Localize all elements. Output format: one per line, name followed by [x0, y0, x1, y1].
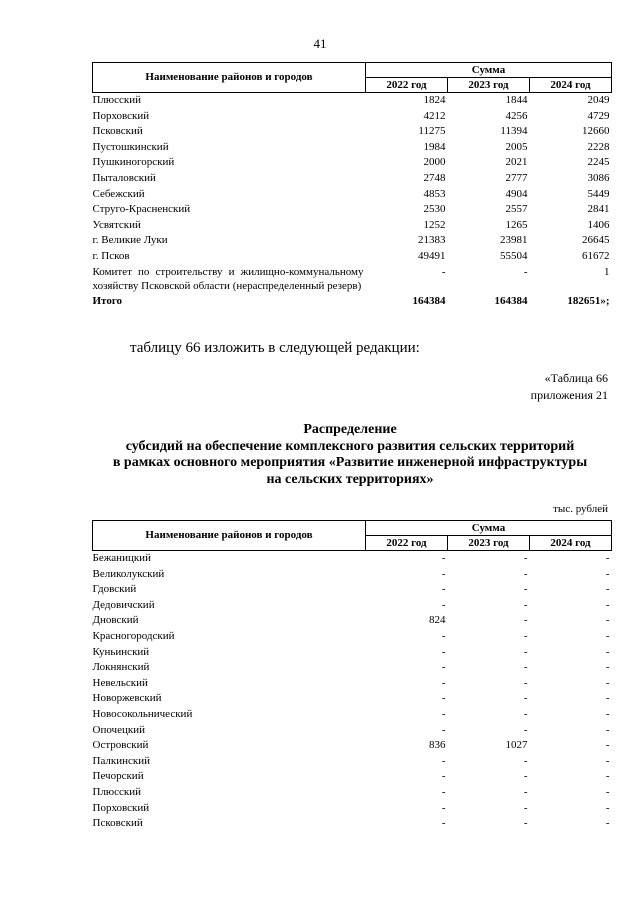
- cell-amount-2022: 11275: [418, 125, 446, 138]
- cell-amount-2024: -: [605, 598, 610, 611]
- cell-amount-2024: 1406: [587, 218, 610, 231]
- cell-amount-2022: 4212: [423, 109, 446, 122]
- table-row: [93, 551, 612, 567]
- cell-amount-2022: -: [441, 583, 446, 596]
- cell-amount-2024: 2228: [587, 140, 610, 153]
- table-row: [93, 707, 612, 723]
- column-header-2023: 2023 год: [448, 536, 530, 551]
- cell-amount-2023: -: [523, 629, 528, 642]
- table-row: [93, 187, 612, 203]
- cell-amount-2022: -: [441, 552, 446, 564]
- table-row: [93, 676, 612, 692]
- cell-amount-2024: -: [605, 723, 610, 736]
- table-reference-line1: «Таблица 66: [544, 371, 608, 385]
- title-line-3: в рамках основного мероприятия «Развитие инженерной инфраструктуры: [112, 455, 588, 470]
- table-row: [93, 645, 612, 661]
- cell-district-name: г. Псков: [92, 249, 130, 262]
- cell-amount-2023: 164384: [494, 294, 528, 307]
- cell-district-name: Порховский: [92, 109, 150, 122]
- cell-amount-2023: 2777: [505, 171, 528, 184]
- cell-district-name: Пыталовский: [92, 171, 156, 184]
- cell-district-name: Бежаницкий: [92, 552, 151, 564]
- table-row: [93, 202, 612, 218]
- cell-amount-2022: -: [441, 645, 446, 658]
- column-header-2024: 2024 год: [530, 78, 612, 93]
- cell-amount-2023: -: [523, 598, 528, 611]
- cell-amount-2022: -: [441, 692, 446, 705]
- cell-district-name: Усвятский: [92, 218, 141, 231]
- cell-amount-2023: -: [523, 645, 528, 658]
- cell-amount-2022: 1824: [423, 94, 446, 106]
- cell-district-name: Невельский: [92, 676, 148, 689]
- title-line-4: на сельских территориях»: [266, 471, 434, 487]
- cell-amount-2024: -: [605, 770, 610, 783]
- table-row: [93, 93, 612, 109]
- cell-amount-2023: 2005: [505, 140, 528, 153]
- cell-amount-2024: -: [605, 817, 610, 830]
- table-row: [93, 754, 612, 770]
- cell-amount-2022: 164384: [412, 294, 446, 307]
- cell-district-name: Опочецкий: [92, 723, 145, 736]
- cell-district-name: г. Великие Луки: [92, 234, 168, 247]
- cell-amount-2023: 55504: [500, 249, 528, 262]
- table-row: [93, 249, 612, 265]
- table-row: [93, 140, 612, 156]
- table-row: [93, 582, 612, 598]
- cell-district-name: Красногородский: [92, 629, 175, 642]
- table-row: [93, 171, 612, 187]
- column-header-name: Наименование районов и городов: [93, 521, 366, 551]
- cell-amount-2024: -: [605, 583, 610, 596]
- cell-amount-2022: 2748: [423, 171, 446, 184]
- column-header-name: Наименование районов и городов: [93, 63, 366, 93]
- cell-amount-2022: -: [441, 707, 446, 720]
- cell-amount-2023: -: [523, 661, 528, 674]
- cell-amount-2023: -: [523, 801, 528, 814]
- cell-amount-2024: -: [605, 629, 610, 642]
- cell-amount-2023: 1844: [505, 94, 528, 106]
- cell-amount-2023: 2557: [505, 203, 528, 216]
- cell-amount-2024: -: [605, 707, 610, 720]
- cell-amount-2024: -: [605, 552, 610, 564]
- cell-amount-2023: 1265: [505, 218, 528, 231]
- cell-district-name: Плюсский: [92, 94, 142, 106]
- table-row: [93, 265, 612, 294]
- cell-amount-2024: -: [605, 785, 610, 798]
- page-number: 41: [313, 36, 327, 51]
- cell-amount-2023: -: [523, 567, 528, 580]
- cell-amount-2024: -: [605, 801, 610, 814]
- cell-district-name: Порховский: [92, 801, 150, 814]
- table-districts-allocations-continued: [92, 62, 612, 309]
- cell-amount-2022: -: [441, 723, 446, 736]
- table-row: [93, 660, 612, 676]
- cell-amount-2023: -: [523, 754, 528, 767]
- cell-district-name: Островский: [92, 739, 149, 752]
- cell-amount-2023: -: [523, 676, 528, 689]
- cell-amount-2022: 824: [429, 614, 446, 627]
- cell-district-name: Локнянский: [92, 661, 150, 674]
- instruction-text: таблицу 66 изложить в следующей редакции:: [130, 340, 420, 356]
- table-row: [93, 769, 612, 785]
- cell-district-name: Пустошкинский: [92, 140, 169, 153]
- cell-amount-2022: 836: [429, 739, 446, 752]
- table-row: [93, 691, 612, 707]
- cell-amount-2023: -: [523, 770, 528, 783]
- table-row: [93, 109, 612, 125]
- cell-amount-2024: -: [605, 661, 610, 674]
- cell-amount-2024: 61672: [582, 249, 610, 262]
- cell-amount-2022: -: [441, 629, 446, 642]
- table-row: [93, 723, 612, 739]
- cell-district-name: Псковский: [92, 125, 143, 138]
- cell-amount-2024: -: [605, 567, 610, 580]
- column-header-2023: 2023 год: [448, 78, 530, 93]
- cell-amount-2023: -: [523, 583, 528, 596]
- cell-district-name: Пушкиногорский: [92, 156, 175, 169]
- cell-amount-2022: 1252: [423, 218, 446, 231]
- title-line-1: Распределение: [303, 422, 397, 437]
- cell-district-name: Куньинский: [92, 645, 150, 658]
- cell-amount-2022: 2000: [423, 156, 446, 169]
- cell-amount-2024: -: [605, 739, 610, 752]
- cell-amount-2023: 4256: [505, 109, 528, 122]
- cell-amount-2022: 21383: [418, 234, 446, 247]
- cell-amount-2023: -: [523, 552, 528, 564]
- cell-district-name: Псковский: [92, 817, 143, 830]
- cell-amount-2024: 2049: [587, 94, 610, 106]
- document-title: [60, 422, 640, 488]
- cell-amount-2022: -: [441, 754, 446, 767]
- cell-district-name: Дедовичский: [92, 598, 155, 611]
- cell-amount-2024: -: [605, 676, 610, 689]
- table-row: [93, 785, 612, 801]
- cell-district-name: Комитет по строительству и жилищно-коммунальному хозяйству Псковской области (нераспределенный резерв): [92, 265, 364, 293]
- table-row: [93, 155, 612, 171]
- cell-district-name: Дновский: [92, 614, 139, 627]
- cell-amount-2022: -: [441, 661, 446, 674]
- title-line-2: субсидий на обеспечение комплексного развития сельских территорий: [125, 438, 575, 454]
- cell-amount-2022: 49491: [418, 249, 446, 262]
- table-row: [93, 598, 612, 614]
- cell-amount-2022: 4853: [423, 187, 446, 200]
- cell-amount-2022: 2530: [423, 203, 446, 216]
- cell-amount-2024: 3086: [587, 171, 610, 184]
- cell-amount-2023: -: [523, 692, 528, 705]
- cell-amount-2023: 1027: [505, 739, 528, 752]
- cell-amount-2024: 2245: [587, 156, 610, 169]
- cell-amount-2022: 1984: [423, 140, 446, 153]
- table-row: [93, 233, 612, 249]
- cell-amount-2024: -: [605, 645, 610, 658]
- table-row: [93, 816, 612, 832]
- cell-amount-2024: -: [605, 692, 610, 705]
- cell-amount-2024: -: [605, 754, 610, 767]
- table-rural-subsidies: [92, 520, 612, 832]
- cell-amount-2023: -: [523, 707, 528, 720]
- cell-amount-2022: -: [441, 265, 446, 278]
- cell-amount-2024: -: [605, 614, 610, 627]
- cell-amount-2022: -: [441, 817, 446, 830]
- cell-amount-2022: -: [441, 801, 446, 814]
- cell-amount-2023: -: [523, 723, 528, 736]
- table-row: [93, 629, 612, 645]
- cell-district-name: Палкинский: [92, 754, 151, 767]
- cell-district-name: Итого: [92, 294, 123, 307]
- cell-district-name: Печорский: [92, 770, 144, 783]
- column-header-2024: 2024 год: [530, 536, 612, 551]
- units-label: тыс. рублей: [553, 503, 608, 515]
- table-row: [93, 613, 612, 629]
- table-row: [93, 567, 612, 583]
- column-header-sum: Сумма: [366, 521, 612, 536]
- column-header-2022: 2022 год: [366, 78, 448, 93]
- cell-district-name: Гдовский: [92, 583, 137, 596]
- cell-amount-2022: -: [441, 676, 446, 689]
- cell-amount-2024: 182651»;: [567, 294, 610, 307]
- table-row: [93, 738, 612, 754]
- cell-amount-2023: -: [523, 785, 528, 798]
- cell-district-name: Великолукский: [92, 567, 165, 580]
- table-reference-line2: приложения 21: [530, 388, 608, 402]
- cell-amount-2023: -: [523, 265, 528, 278]
- cell-district-name: Новосокольнический: [92, 707, 193, 720]
- cell-district-name: Плюсский: [92, 785, 142, 798]
- cell-amount-2022: -: [441, 770, 446, 783]
- table-row: [93, 124, 612, 140]
- cell-amount-2023: 2021: [505, 156, 528, 169]
- cell-amount-2023: 23981: [500, 234, 528, 247]
- cell-amount-2023: -: [523, 817, 528, 830]
- column-header-sum: Сумма: [366, 63, 612, 78]
- cell-amount-2023: 4904: [505, 187, 528, 200]
- cell-amount-2022: -: [441, 598, 446, 611]
- cell-amount-2024: 1: [604, 265, 610, 278]
- table-row: [93, 294, 612, 310]
- table-row: [93, 801, 612, 817]
- cell-amount-2024: 4729: [587, 109, 610, 122]
- cell-amount-2023: -: [523, 614, 528, 627]
- cell-district-name: Струго-Красненский: [92, 203, 191, 216]
- cell-amount-2024: 2841: [587, 203, 610, 216]
- cell-amount-2024: 12660: [582, 125, 610, 138]
- cell-amount-2022: -: [441, 567, 446, 580]
- cell-amount-2022: -: [441, 785, 446, 798]
- cell-district-name: Новоржевский: [92, 692, 162, 705]
- cell-amount-2023: 11394: [500, 125, 528, 138]
- table-row: [93, 218, 612, 234]
- cell-district-name: Себежский: [92, 187, 145, 200]
- column-header-2022: 2022 год: [366, 536, 448, 551]
- cell-amount-2024: 26645: [582, 234, 610, 247]
- cell-amount-2024: 5449: [587, 187, 610, 200]
